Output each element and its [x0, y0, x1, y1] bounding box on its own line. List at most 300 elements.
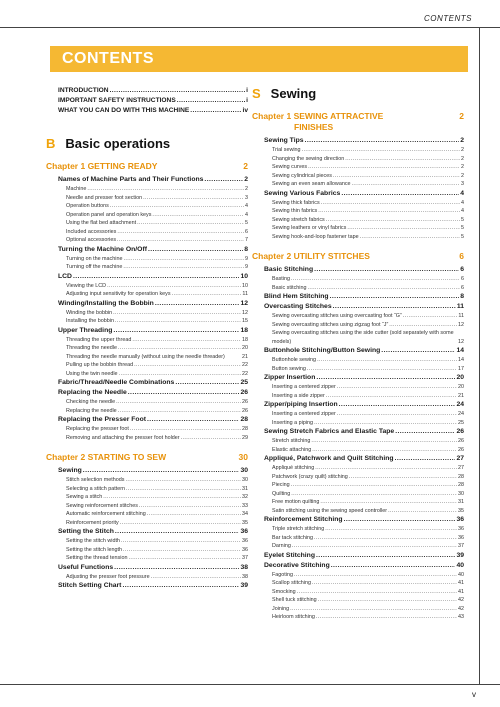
toc-subsection[interactable] [264, 224, 464, 233]
entry-label: LCD [58, 272, 72, 280]
toc-subsection[interactable] [264, 490, 464, 499]
entry-label: Piecing [272, 482, 290, 488]
entry-page: 18 [240, 326, 248, 334]
entry-label: Fabric/Thread/Needle Combinations [58, 379, 175, 386]
toc-subsection[interactable] [264, 446, 464, 455]
entry-page: 30 [458, 490, 464, 497]
dot-leader [352, 180, 460, 189]
entry-page: 24 [458, 411, 464, 417]
toc-subsection[interactable] [264, 498, 464, 507]
toc-subsection[interactable] [264, 534, 464, 543]
entry-label: Sewing thick fabrics [272, 199, 320, 206]
dot-leader [73, 272, 239, 282]
toc-section[interactable] [264, 302, 464, 312]
entry-page: 28 [240, 416, 248, 423]
dot-leader [305, 136, 460, 146]
dot-leader [123, 263, 244, 272]
entry-label: Sewing Various Fabrics [264, 189, 341, 197]
entry-page: 28 [458, 473, 464, 480]
toc-section[interactable] [264, 454, 464, 464]
dot-leader [128, 554, 241, 563]
entry-label: Scallop stitching [272, 580, 311, 586]
toc-section[interactable] [264, 400, 464, 410]
entry-label: Basic Stitching [264, 266, 314, 273]
toc-subsection[interactable] [58, 537, 248, 546]
toc-subsection[interactable] [58, 519, 248, 528]
entry-label: Appliqué stitching [272, 465, 315, 471]
toc-subsection[interactable] [58, 290, 248, 299]
toc-subsection[interactable] [264, 507, 464, 516]
toc-subsection[interactable] [264, 207, 464, 216]
toc-section[interactable] [264, 561, 464, 571]
entry-label: Sewing reinforcement stitches [66, 502, 138, 509]
dot-leader [172, 290, 242, 299]
chapter-title-line: Chapter 2 STARTING TO SEW [46, 452, 167, 462]
part-letter: S [252, 86, 261, 101]
dot-leader [113, 309, 241, 318]
entry-page: 36 [240, 528, 248, 535]
toc-subsection[interactable] [264, 172, 464, 181]
running-head: CONTENTS [424, 14, 472, 23]
entry-label: Sewing leathers or vinyl fabrics [272, 225, 347, 231]
dot-leader [339, 400, 456, 410]
dot-leader [388, 507, 457, 516]
dot-leader [110, 202, 244, 211]
entry-page: 37 [242, 555, 248, 561]
entry-label: Machine [66, 186, 87, 192]
entry-page: 4 [460, 189, 464, 197]
toc-subsection[interactable] [264, 613, 464, 622]
entry-label: Bar tack stitching [272, 534, 314, 541]
entry-page: 40 [458, 571, 464, 578]
toc-subsection[interactable] [264, 419, 464, 428]
dot-leader [291, 490, 457, 499]
entry-page: 10 [240, 272, 248, 280]
entry-label: Useful Functions [58, 563, 114, 571]
entry-label: Buttonhole Stitching/Button Sewing [264, 347, 381, 354]
entry-label: Zipper/piping Insertion [264, 401, 338, 408]
entry-label: Sewing overcasting stitches using zigzag foot “J” [272, 321, 389, 328]
toc-subsection[interactable] [58, 573, 248, 582]
entry-page: 41 [458, 580, 464, 586]
entry-label: Overcasting Stitches [264, 303, 332, 310]
toc-subsection[interactable] [58, 353, 248, 362]
toc-subsection[interactable] [58, 502, 248, 511]
entry-label: Reinforcement priority [66, 519, 119, 526]
entry-page: 22 [242, 362, 248, 368]
entry-page: 28 [242, 426, 248, 432]
dot-leader [312, 579, 457, 588]
entry-page: 26 [456, 428, 464, 435]
toc-section[interactable] [58, 175, 248, 185]
entry-label: Included accessories [66, 228, 117, 235]
dot-leader [326, 392, 457, 401]
entry-label: Automatic reinforcement stitching [66, 511, 146, 517]
toc-section[interactable] [58, 527, 248, 537]
entry-page: 37 [458, 543, 464, 549]
toc-section[interactable] [58, 272, 248, 282]
dot-leader [122, 581, 239, 591]
dot-leader [177, 96, 245, 106]
entry-label: Quilting [272, 490, 291, 497]
toc-section[interactable] [264, 346, 464, 356]
entry-page: 21 [242, 353, 248, 360]
toc-subsection[interactable] [58, 370, 248, 379]
entry-page: 29 [242, 434, 248, 441]
toc-subsection[interactable] [58, 493, 248, 502]
dot-leader [119, 370, 241, 379]
toc-subsection[interactable] [264, 216, 464, 225]
entry-page: 26 [242, 407, 248, 414]
entry-page: 2 [461, 172, 464, 179]
toc-subsection[interactable] [58, 554, 248, 563]
entry-label: Sewing thin fabrics [272, 208, 318, 214]
dot-leader [316, 613, 457, 622]
entry-label: Viewing the LCD [66, 282, 107, 289]
toc-subsection[interactable] [58, 317, 248, 326]
dot-leader [325, 525, 457, 534]
dot-leader [116, 398, 241, 407]
toc-subsection[interactable] [264, 155, 464, 164]
entry-page: 31 [242, 485, 248, 492]
entry-page: 14 [458, 357, 464, 363]
chapter-page: 2 [459, 111, 464, 121]
entry-page: 36 [458, 534, 464, 541]
entry-page: 38 [240, 563, 248, 571]
entry-page: 39 [456, 551, 464, 559]
dot-leader [347, 224, 460, 233]
toc-subsection[interactable] [58, 219, 248, 228]
toc-section[interactable] [58, 326, 248, 336]
toc-subsection[interactable] [58, 434, 248, 443]
entry-page: 5 [461, 233, 464, 240]
entry-page: 26 [240, 389, 248, 396]
entry-page: 36 [458, 526, 464, 532]
dot-leader [123, 255, 244, 264]
entry-page: 36 [456, 516, 464, 523]
dot-leader [130, 425, 241, 434]
toc-subsection[interactable] [264, 579, 464, 588]
chapter-title [46, 161, 157, 172]
toc-subsection[interactable] [264, 312, 464, 321]
toc-subsection[interactable] [58, 485, 248, 494]
entry-label: Shell tuck stitching [272, 597, 317, 603]
chapter-title [252, 111, 383, 133]
entry-page: 24 [456, 401, 464, 408]
dot-leader [307, 365, 457, 374]
chapter-heading[interactable] [252, 111, 464, 133]
toc-subsection[interactable] [264, 525, 464, 534]
dot-leader [137, 219, 244, 228]
entry-label: Turning on the machine [66, 255, 123, 262]
toc-subsection[interactable] [58, 282, 248, 291]
entry-page: 2 [245, 186, 248, 192]
entry-label: Adjusting the presser foot pressure [66, 573, 150, 580]
entry-page: 10 [242, 282, 248, 289]
toc-entry-front-matter[interactable] [58, 86, 248, 96]
dot-leader [341, 189, 459, 199]
toc-section[interactable] [58, 388, 248, 398]
chapter-heading[interactable] [46, 161, 248, 172]
entry-page-line [242, 353, 248, 362]
toc-subsection[interactable] [264, 481, 464, 490]
toc-subsection[interactable] [264, 571, 464, 580]
entry-label: Adjusting input sensitivity for operation keys [66, 291, 171, 297]
entry-page: 9 [245, 264, 248, 270]
toc-section[interactable] [58, 466, 248, 476]
entry-page: 30 [242, 477, 248, 483]
toc-section[interactable] [264, 515, 464, 525]
toc-subsection[interactable] [264, 146, 464, 155]
toc-subsection[interactable] [58, 510, 248, 519]
entry-page: 21 [458, 392, 464, 399]
entry-label: Zipper Insertion [264, 374, 316, 381]
chapter-title-line: Chapter 2 UTILITY STITCHES [252, 251, 370, 261]
entry-label: Trial sewing [272, 147, 301, 153]
entry-label: Selecting a stitch pattern [66, 485, 126, 492]
dot-leader [318, 207, 460, 216]
toc-subsection[interactable] [58, 361, 248, 370]
entry-page: 2 [461, 147, 464, 153]
entry-label: Stitch selection methods [66, 477, 125, 483]
entry-label: Inserting a centered zipper [272, 411, 336, 417]
dot-leader [83, 466, 240, 476]
entry-label: Setting the stitch width [66, 538, 120, 544]
toc-subsection[interactable] [264, 356, 464, 365]
entry-page: 7 [245, 237, 248, 243]
entry-label: Fagoting [272, 571, 293, 578]
dot-leader [312, 446, 457, 455]
entry-label: Free motion quilting [272, 499, 320, 505]
dot-leader [110, 86, 246, 96]
toc-subsection[interactable] [58, 425, 248, 434]
toc-section[interactable] [264, 189, 464, 199]
dot-leader [308, 163, 460, 172]
dot-leader [139, 502, 241, 511]
dot-leader [143, 194, 244, 203]
toc-subsection[interactable] [58, 407, 248, 416]
dot-leader [321, 199, 460, 208]
entry-page: 11 [242, 291, 248, 297]
toc-entry-front-matter[interactable] [58, 106, 248, 116]
toc-section[interactable] [264, 292, 464, 302]
dot-leader [125, 476, 241, 485]
dot-leader [389, 321, 457, 330]
part-letter: B [46, 136, 56, 151]
entry-label: Buttonhole sewing [272, 357, 317, 363]
right-chapter-list [252, 111, 464, 622]
right-column [252, 86, 464, 622]
toc-subsection[interactable] [58, 211, 248, 220]
entry-page: 36 [242, 538, 248, 544]
dot-leader [291, 275, 460, 284]
entry-label: Joining [272, 605, 290, 612]
entry-page: 39 [240, 582, 248, 589]
dot-leader [175, 378, 239, 388]
entry-label: Sewing [58, 467, 82, 474]
chapter-heading[interactable] [46, 452, 248, 463]
toc-subsection[interactable] [264, 329, 464, 346]
entry-label: Installing the bobbin [66, 318, 114, 324]
intro-list [58, 86, 248, 116]
dot-leader [294, 571, 457, 580]
toc-subsection[interactable] [264, 233, 464, 242]
entry-label: Optional accessories [66, 237, 117, 243]
toc-subsection[interactable] [264, 321, 464, 330]
toc-subsection[interactable] [58, 398, 248, 407]
toc-subsection[interactable] [264, 284, 464, 293]
entry-page: 35 [458, 507, 464, 514]
dot-leader [314, 534, 457, 543]
toc-subsection[interactable] [58, 255, 248, 264]
entry-label: Stretch stitching [272, 438, 311, 444]
toc-subsection[interactable] [264, 365, 464, 374]
toc-subsection[interactable] [58, 228, 248, 237]
toc-subsection[interactable] [58, 546, 248, 555]
entry-label: Appliqué, Patchwork and Quilt Stitching [264, 455, 394, 462]
toc-section[interactable] [58, 415, 248, 425]
entry-page: 26 [242, 399, 248, 405]
entry-page: 42 [458, 605, 464, 612]
entry-label: Basic stitching [272, 284, 307, 291]
entry-label: Setting the Stitch [58, 528, 114, 535]
entry-label: Basting [272, 276, 290, 282]
dot-leader [204, 175, 243, 185]
toc-subsection[interactable] [264, 199, 464, 208]
dot-leader [147, 510, 241, 519]
toc-subsection[interactable] [58, 344, 248, 353]
dot-leader [349, 473, 457, 482]
toc-subsection[interactable] [58, 309, 248, 318]
toc-subsection[interactable] [264, 542, 464, 551]
toc-subsection[interactable] [58, 236, 248, 245]
entry-label: Satin stitching using the sewing speed controller [272, 507, 388, 514]
dot-leader [126, 485, 241, 494]
entry-page: 12 [458, 338, 464, 345]
toc-subsection[interactable] [264, 588, 464, 597]
entry-page: 25 [458, 419, 464, 426]
toc-subsection[interactable] [264, 605, 464, 614]
entry-page: 15 [242, 318, 248, 324]
toc-subsection[interactable] [58, 194, 248, 203]
dot-leader [117, 236, 244, 245]
toc-section[interactable] [264, 265, 464, 275]
toc-subsection[interactable] [58, 476, 248, 485]
toc-subsection[interactable] [264, 275, 464, 284]
dot-leader [121, 537, 241, 546]
entry-page: 25 [240, 379, 248, 386]
toc-subsection[interactable] [58, 263, 248, 272]
dot-leader [190, 106, 241, 116]
chapter-title-line: Chapter 1 SEWING ATTRACTIVE [252, 111, 384, 121]
dot-leader [115, 527, 240, 537]
footer-rule [0, 684, 500, 685]
chapter-page: 6 [459, 251, 464, 261]
toc-subsection[interactable] [264, 464, 464, 473]
entry-page: 11 [458, 313, 464, 319]
entry-label: Button sewing [272, 365, 306, 372]
entry-page: 6 [460, 266, 464, 273]
dot-leader [114, 563, 239, 573]
dot-leader [123, 546, 241, 555]
entry-page: 11 [456, 303, 464, 310]
toc-subsection[interactable] [264, 473, 464, 482]
entry-page: 20 [456, 374, 464, 381]
entry-label: Decorative Stitching [264, 561, 330, 569]
dot-leader [333, 302, 456, 312]
toc-subsection[interactable] [264, 392, 464, 401]
toc-subsection[interactable] [264, 437, 464, 446]
toc-subsection[interactable] [58, 202, 248, 211]
entry-label: Setting the thread tension [66, 555, 128, 561]
dot-leader [316, 373, 455, 383]
toc-subsection[interactable] [264, 596, 464, 605]
entry-page: 43 [458, 614, 464, 620]
entry-label: Operation buttons [66, 203, 109, 209]
entry-label: Needle and presser foot section [66, 194, 143, 201]
toc-section[interactable] [264, 373, 464, 383]
toc-section[interactable] [264, 136, 464, 146]
entry-page: 8 [244, 245, 248, 253]
entry-label: Using the flat bed attachment [66, 220, 137, 226]
entry-label: Blind Hem Stitching [264, 293, 329, 300]
toc-section[interactable] [58, 245, 248, 255]
toc-section[interactable] [264, 427, 464, 437]
dot-leader [292, 542, 457, 551]
entry-label: Sewing hook-and-loop fastener tape [272, 233, 359, 240]
toc-subsection[interactable] [58, 336, 248, 345]
entry-label: IMPORTANT SAFETY INSTRUCTIONS [58, 97, 176, 104]
toc-section[interactable] [264, 551, 464, 561]
entry-label: Names of Machine Parts and Their Functions [58, 176, 204, 183]
toc-subsection[interactable] [264, 163, 464, 172]
entry-page: 6 [461, 276, 464, 282]
dot-leader [120, 519, 241, 528]
header-rule [0, 27, 500, 28]
entry-label: Darning [272, 543, 291, 549]
entry-page: 18 [242, 336, 248, 343]
entry-page: 4 [245, 203, 248, 209]
toc-subsection[interactable] [264, 383, 464, 392]
entry-page: 30 [240, 467, 248, 474]
dot-leader [395, 454, 456, 464]
entry-page: 41 [458, 588, 464, 595]
entry-label: Smocking [272, 588, 296, 595]
toc-subsection[interactable] [58, 185, 248, 194]
entry-page: 32 [242, 494, 248, 500]
toc-subsection[interactable] [264, 180, 464, 189]
toc-entry-front-matter[interactable] [58, 96, 248, 106]
dot-leader [317, 356, 457, 365]
chapter-heading[interactable] [252, 251, 464, 262]
entry-label: Heirloom stitching [272, 614, 315, 620]
entry-page: 4 [461, 199, 464, 206]
toc-section[interactable] [58, 299, 248, 309]
dot-leader [181, 434, 241, 443]
entry-page: 38 [242, 573, 248, 580]
toc-section[interactable] [58, 378, 248, 388]
dot-leader [345, 155, 460, 164]
entry-label: Inserting a side zipper [272, 392, 325, 399]
entry-label: Replacing the needle [66, 407, 117, 414]
entry-page: 3 [461, 181, 464, 187]
toc-subsection[interactable] [264, 410, 464, 419]
entry-page: 27 [458, 465, 464, 471]
entry-label: Sewing curves [272, 164, 308, 170]
toc-section[interactable] [58, 581, 248, 591]
toc-section[interactable] [58, 563, 248, 573]
entry-label: Replacing the Needle [58, 389, 127, 396]
